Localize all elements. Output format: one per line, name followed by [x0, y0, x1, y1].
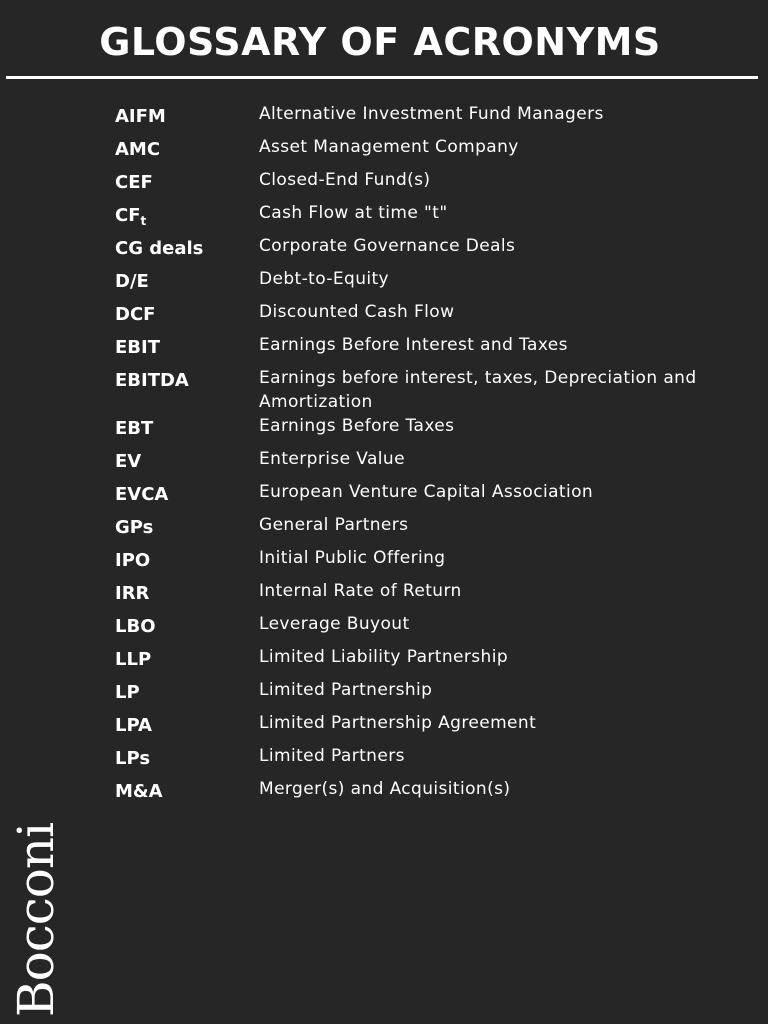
- glossary-row: [115, 333, 745, 366]
- acronym-term: EBT: [115, 418, 154, 439]
- acronym-term: LPs: [115, 748, 151, 769]
- glossary-row: [115, 135, 745, 168]
- acronym-term: IRR: [115, 583, 150, 604]
- acronym-definition: Debt-to-Equity: [259, 269, 390, 289]
- acronym-term: M&A: [115, 781, 163, 802]
- acronym-definition: Leverage Buyout: [259, 614, 410, 634]
- glossary-row: [115, 546, 745, 579]
- acronym-term: [115, 201, 259, 228]
- acronym-term: AMC: [115, 139, 161, 160]
- glossary-row: [115, 612, 745, 645]
- acronym-definition: Merger(s) and Acquisition(s): [259, 779, 511, 799]
- acronym-definition: Initial Public Offering: [259, 548, 446, 568]
- glossary-row: [115, 678, 745, 711]
- acronym-term: CG deals: [115, 238, 204, 259]
- bocconi-logo: Bocconi: [7, 822, 65, 1018]
- glossary-row: [115, 711, 745, 744]
- acronym-definition: Asset Management Company: [259, 137, 519, 157]
- acronym-definition: Discounted Cash Flow: [259, 302, 455, 322]
- acronym-definition: Limited Partnership Agreement: [259, 713, 537, 733]
- acronym-definition: Earnings Before Interest and Taxes: [259, 335, 568, 355]
- acronym-definition: European Venture Capital Association: [259, 482, 594, 502]
- glossary-row: [115, 168, 745, 201]
- acronym-term: DCF: [115, 304, 156, 325]
- acronym-term: LP: [115, 682, 140, 703]
- acronym-definition: Enterprise Value: [259, 449, 405, 469]
- glossary-row: [115, 513, 745, 546]
- acronym-definition: Limited Partnership: [259, 680, 433, 700]
- acronym-term: LPA: [115, 715, 152, 736]
- acronym-definition: Internal Rate of Return: [259, 581, 462, 601]
- glossary-row: [115, 414, 745, 447]
- acronym-term: GPs: [115, 517, 154, 538]
- acronym-term: IPO: [115, 550, 151, 571]
- acronym-definition: Corporate Governance Deals: [259, 236, 516, 256]
- acronym-definition: Earnings Before Taxes: [259, 416, 455, 436]
- acronym-term: EBIT: [115, 337, 160, 358]
- glossary-row: [115, 744, 745, 777]
- glossary-row: [115, 480, 745, 513]
- glossary-row: [115, 645, 745, 678]
- acronym-definition: General Partners: [259, 515, 409, 535]
- acronym-definition: Limited Liability Partnership: [259, 647, 509, 667]
- glossary-row: [115, 300, 745, 333]
- glossary-list: [115, 102, 745, 810]
- acronym-term: CEF: [115, 172, 153, 193]
- glossary-row: [115, 579, 745, 612]
- acronym-term: LBO: [115, 616, 156, 637]
- acronym-definition: Cash Flow at time "t": [259, 203, 448, 223]
- acronym-definition: Earnings before interest, taxes, Depreciation and Amortization: [259, 368, 697, 412]
- glossary-row: [115, 201, 745, 234]
- glossary-row: [115, 777, 745, 810]
- acronym-definition: Limited Partners: [259, 746, 405, 766]
- acronym-term-subscript: t: [140, 214, 147, 228]
- glossary-row: [115, 267, 745, 300]
- acronym-term: EVCA: [115, 484, 169, 505]
- acronym-term: EV: [115, 451, 142, 472]
- title-divider: [6, 76, 758, 79]
- acronym-term-base: CF: [115, 205, 141, 226]
- page-title: GLOSSARY OF ACRONYMS: [99, 20, 661, 64]
- acronym-definition: Closed-End Fund(s): [259, 170, 431, 190]
- glossary-row: [115, 366, 745, 414]
- acronym-definition: Alternative Investment Fund Managers: [259, 104, 604, 124]
- acronym-term: AIFM: [115, 106, 166, 127]
- acronym-term: LLP: [115, 649, 152, 670]
- glossary-row: [115, 102, 745, 135]
- acronym-term: EBITDA: [115, 370, 189, 391]
- glossary-row: [115, 234, 745, 267]
- acronym-term: D/E: [115, 271, 149, 292]
- glossary-row: [115, 447, 745, 480]
